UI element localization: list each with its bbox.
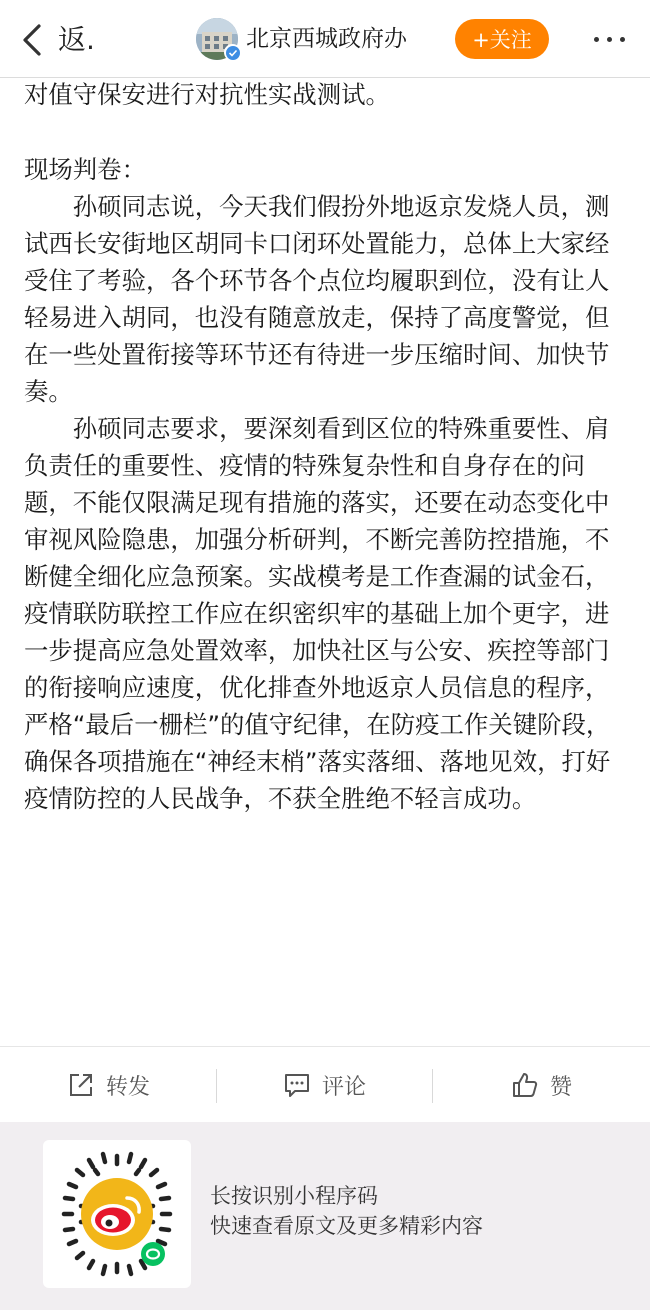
mini-program-qr-code[interactable]	[43, 1140, 191, 1288]
comment-icon	[282, 1070, 312, 1100]
verified-badge	[224, 44, 241, 61]
chevron-left-icon	[19, 23, 45, 57]
top-nav-bar	[0, 0, 650, 78]
section-heading: 现场判卷：	[24, 155, 146, 184]
more-options-button[interactable]	[584, 22, 634, 56]
verified-check-icon	[226, 46, 240, 60]
account-name[interactable]: 北京西城政府办	[246, 26, 407, 52]
repost-label: 转发	[105, 1074, 150, 1100]
comment-label: 评论	[321, 1074, 366, 1100]
promo-hint-line: 快速查看原文及更多精彩内容	[210, 1214, 483, 1238]
back-label[interactable]: 返.	[58, 23, 95, 56]
article-paragraph: 孙硕同志要求，要深刻看到区位的特殊重要性、肩负责任的重要性、疫情的特殊复杂性和自身存在的问题，不能仅限满足现有措施的落实，还要在动态变化中审视风险隐患，加强分析研判，不断完善防控措施，不断健全细化应急预案。实战模考是工作查漏的试金石，疫情联防联控工作应在织密织牢的基础上加个更字，进一步提高应急处置效率，加快社区与公安、疾控等部门的衔接响应速度，优化排查外地返京人员信息的程序，严格“最后一栅栏”的值守纪律，在防疫工作关键阶段，确保各项措施在“神经末梢”落实落细、落地见效，打好疫情防控的人民战争，不获全胜绝不轻言成功。	[24, 414, 611, 813]
promo-hint-line: 长按识别小程序码	[210, 1184, 378, 1208]
more-dots-icon	[594, 37, 599, 42]
follow-button[interactable]: +关注	[455, 19, 549, 59]
article-body	[24, 78, 630, 817]
share-icon	[66, 1070, 96, 1100]
like-button[interactable]	[432, 1047, 650, 1123]
repost-button[interactable]	[0, 1047, 216, 1123]
mini-program-promo	[0, 1122, 650, 1310]
article-text-line: 对值守保安进行对抗性实战测试。	[24, 80, 390, 109]
action-bar	[0, 1046, 650, 1122]
article-paragraph: 孙硕同志说，今天我们假扮外地返京发烧人员，测试西长安街地区胡同卡口闭环处置能力，总体上大家经受住了考验，各个环节各个点位均履职到位，没有让人轻易进入胡同，也没有随意放走，保持了高度警觉，但在一些处置衔接等环节还有待进一步压缩时间、加快节奏。	[24, 192, 610, 406]
weibo-qr-logo-icon	[43, 1140, 191, 1288]
back-button[interactable]	[10, 18, 54, 62]
thumbs-up-icon	[510, 1070, 540, 1100]
like-label: 赞	[549, 1074, 572, 1100]
comment-button[interactable]	[216, 1047, 432, 1123]
